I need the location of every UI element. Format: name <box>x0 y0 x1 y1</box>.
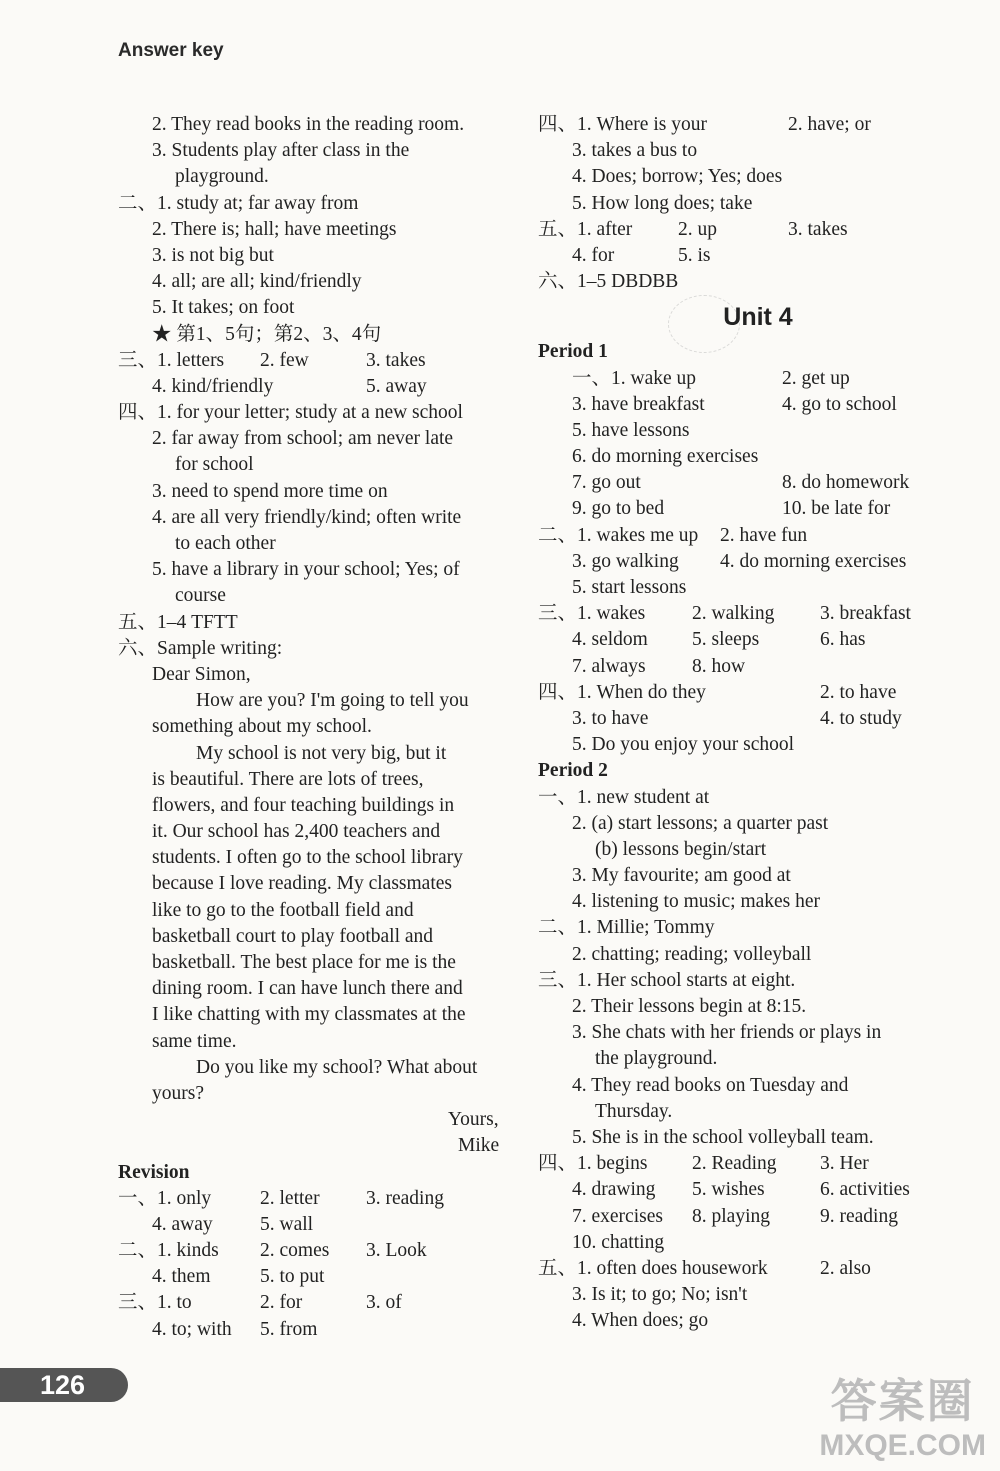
answer-text: 3. is not big but <box>152 244 274 266</box>
answer-text: Period 1 <box>538 341 608 363</box>
left-answer-line <box>118 688 518 714</box>
left-answer-line <box>118 1238 518 1264</box>
answer-text: 2. Reading <box>692 1153 777 1175</box>
left-answer-line <box>118 583 518 609</box>
left-answer-line <box>118 164 518 190</box>
right-answer-line <box>538 915 938 941</box>
answer-text: 5. have lessons <box>572 419 690 441</box>
answer-text: basketball. The best place for me is the <box>152 952 456 973</box>
answer-text: Mike <box>458 1135 500 1157</box>
left-answer-line <box>118 426 518 452</box>
left-answer-line <box>118 871 518 897</box>
left-answer-line <box>118 295 518 321</box>
answer-text: yours? <box>152 1082 204 1104</box>
answer-text: 2. Their lessons begin at 8:15. <box>572 996 807 1017</box>
answer-text: because I love reading. My classmates <box>152 873 452 895</box>
right-answer-line <box>538 1046 938 1072</box>
answer-text: Dear Simon, <box>152 663 251 685</box>
answer-text: 三、1. letters <box>118 349 225 371</box>
answer-text: 4. When does; go <box>572 1310 709 1332</box>
answer-text: 2. also <box>820 1257 871 1279</box>
left-answer-line <box>118 191 518 217</box>
answer-text: 二、1. kinds <box>118 1240 219 1262</box>
answer-text: 3. have breakfast <box>572 393 705 415</box>
right-answer-line <box>538 1151 938 1177</box>
section-heading <box>538 339 938 365</box>
answer-text: 4. all; are all; kind/friendly <box>152 271 362 293</box>
answer-text: 2. (a) start lessons; a quarter past <box>572 812 829 834</box>
right-answer-line <box>538 994 938 1020</box>
left-answer-line <box>118 1290 518 1316</box>
left-answer-line <box>118 1264 518 1290</box>
answer-text: I like chatting with my classmates at the <box>152 1004 466 1026</box>
answer-text: 3. Students play after class in the <box>152 140 410 162</box>
answer-text: 4. them <box>152 1266 211 1288</box>
right-answer-line <box>538 889 938 915</box>
right-answer-line <box>538 680 938 706</box>
left-answer-line <box>118 1055 518 1081</box>
answer-text: 4. listening to music; makes her <box>572 891 821 913</box>
left-answer-line <box>118 1212 518 1238</box>
answer-text: 3. need to spend more time on <box>152 480 388 502</box>
answer-text: 5. Do you enjoy your school <box>572 734 795 756</box>
left-answer-line <box>118 243 518 269</box>
answer-text: 三、1. wakes <box>538 603 646 625</box>
right-answer-line <box>538 1282 938 1308</box>
right-answer-line <box>538 654 938 680</box>
left-answer-line <box>118 1002 518 1028</box>
answer-text: 3. She chats with her friends or plays in <box>572 1022 882 1044</box>
right-answer-line <box>538 269 938 295</box>
left-answer-line <box>118 741 518 767</box>
answer-text: 10. chatting <box>572 1231 665 1253</box>
answer-text: How are you? I'm going to tell you <box>196 690 469 712</box>
left-answer-line <box>118 217 518 243</box>
answer-text: Thursday. <box>595 1100 673 1122</box>
section-heading <box>118 1160 518 1186</box>
right-answer-line <box>538 1125 938 1151</box>
left-answer-line <box>118 845 518 871</box>
answer-text: 7. go out <box>572 472 641 494</box>
left-answer-line <box>118 767 518 793</box>
answer-text: 3. breakfast <box>820 603 911 625</box>
answer-text: something about my school. <box>152 716 372 738</box>
answer-text: is beautiful. There are lots of trees, <box>152 768 424 790</box>
answer-text: 5. How long does; take <box>572 192 753 214</box>
answer-text: 二、1. Millie; Tommy <box>538 917 715 939</box>
left-answer-line <box>118 924 518 950</box>
right-answer-line <box>538 549 938 575</box>
left-answer-line <box>118 976 518 1002</box>
right-answer-line <box>538 1256 938 1282</box>
answer-text: 3. go walking <box>572 550 679 572</box>
answer-text: 2. chatting; reading; volleyball <box>572 943 812 965</box>
answer-text: 5. from <box>260 1318 318 1340</box>
left-answer-line <box>118 112 518 138</box>
answer-text: 2. up <box>678 218 717 240</box>
left-answer-line <box>118 269 518 295</box>
answer-text: 2. have; or <box>788 114 871 135</box>
answer-text: 六、1–5 DBDBB <box>538 271 679 293</box>
answer-text: Revision <box>118 1161 190 1183</box>
answer-text: 5. wishes <box>692 1179 765 1201</box>
answer-text: 8. do homework <box>782 472 910 494</box>
right-answer-line <box>538 1099 938 1125</box>
answer-text: flowers, and four teaching buildings in <box>152 794 455 816</box>
answer-text: 3. of <box>366 1292 402 1314</box>
answer-text: students. I often go to the school library <box>152 847 463 869</box>
page-header-title: Answer key <box>118 40 224 61</box>
answer-text: 3. Her <box>820 1153 869 1175</box>
answer-text: 5. is <box>678 244 711 266</box>
answer-text: Period 2 <box>538 760 608 782</box>
left-answer-line <box>118 1081 518 1107</box>
left-answer-line <box>118 452 518 478</box>
answer-text: 五、1. after <box>538 218 633 240</box>
answer-text: 9. reading <box>820 1205 898 1227</box>
answer-text: 6. activities <box>820 1179 910 1201</box>
answer-text: for school <box>175 454 254 476</box>
answer-text: same time. <box>152 1030 237 1052</box>
right-answer-line <box>538 785 938 811</box>
answer-text: 2. far away from school; am never late <box>152 428 454 450</box>
left-answer-line <box>118 793 518 819</box>
left-answer-line <box>118 1107 518 1133</box>
page-number: 126 <box>0 1368 128 1402</box>
answer-text: 8. how <box>692 655 746 677</box>
answer-text: 4. to; with <box>152 1318 232 1340</box>
right-answer-line <box>538 863 938 889</box>
answer-text: 5. She is in the school volleyball team. <box>572 1126 874 1148</box>
left-column <box>118 112 518 1343</box>
answer-text: 9. go to bed <box>572 498 665 520</box>
right-answer-line <box>538 942 938 968</box>
watermark-logo <box>819 1365 986 1461</box>
left-answer-line <box>118 1317 518 1343</box>
right-answer-line <box>538 575 938 601</box>
answer-text: 5. It takes; on foot <box>152 297 295 319</box>
right-answer-line <box>538 444 938 470</box>
answer-text: 3. to have <box>572 707 649 729</box>
answer-text: 6. do morning exercises <box>572 446 759 468</box>
left-answer-line <box>118 662 518 688</box>
right-answer-line <box>538 392 938 418</box>
answer-text: like to go to the football field and <box>152 899 414 921</box>
answer-text: the playground. <box>595 1048 718 1070</box>
answer-text: 3. takes a bus to <box>572 140 698 162</box>
answer-text: 2. comes <box>260 1240 330 1262</box>
answer-text: 7. exercises <box>572 1205 663 1227</box>
unit-heading <box>538 295 938 339</box>
answer-text: 一、1. wake up <box>572 367 697 389</box>
answer-text: 4. away <box>152 1213 213 1235</box>
answer-text: 4. kind/friendly <box>152 375 274 397</box>
left-answer-line <box>118 505 518 531</box>
right-answer-line <box>538 191 938 217</box>
answer-text: 六、Sample writing: <box>118 637 283 659</box>
right-answer-line <box>538 112 938 138</box>
answer-text: 8. playing <box>692 1205 770 1227</box>
left-answer-line <box>118 557 518 583</box>
right-answer-line <box>538 732 938 758</box>
answer-text: 3. My favourite; am good at <box>572 865 791 887</box>
right-answer-line <box>538 968 938 994</box>
answer-text: 2. few <box>260 349 309 371</box>
answer-text: Do you like my school? What about <box>196 1056 478 1078</box>
answer-text: 二、1. study at; far away from <box>118 192 359 214</box>
answer-text: 5. start lessons <box>572 577 687 598</box>
right-answer-line <box>538 138 938 164</box>
left-answer-line <box>118 898 518 924</box>
answer-text: basketball court to play football and <box>152 925 434 947</box>
answer-text: 三、1. Her school starts at eight. <box>538 969 796 991</box>
answer-text: 4. go to school <box>782 393 897 415</box>
answer-text: ★ 第1、5句；第2、3、4句 <box>152 323 382 345</box>
answer-text: 5. wall <box>260 1213 314 1235</box>
answer-text: 2. have fun <box>720 524 808 546</box>
answer-text: 2. letter <box>260 1187 320 1209</box>
answer-text: 四、1. When do they <box>538 681 706 703</box>
left-answer-line <box>118 950 518 976</box>
right-answer-line <box>538 1308 938 1334</box>
answer-text: dining room. I can have lunch there and <box>152 978 463 1000</box>
left-answer-line <box>118 348 518 374</box>
answer-text: 4. seldom <box>572 629 648 651</box>
answer-text: My school is not very big, but it <box>196 742 447 764</box>
right-answer-line <box>538 1204 938 1230</box>
answer-text: 5. have a library in your school; Yes; of <box>152 559 460 581</box>
answer-text: 5. away <box>366 375 427 397</box>
answer-text: 四、1. begins <box>538 1153 648 1175</box>
left-answer-line <box>118 531 518 557</box>
left-answer-line <box>118 400 518 426</box>
left-answer-line <box>118 1186 518 1212</box>
right-answer-line <box>538 1177 938 1203</box>
answer-text: 10. be late for <box>782 498 891 520</box>
answer-text: 2. for <box>260 1292 303 1314</box>
answer-text: 3. takes <box>366 349 426 371</box>
answer-text: 4. for <box>572 244 615 266</box>
watermark-en: MXQE.COM <box>819 1429 986 1462</box>
answer-text: 6. has <box>820 629 866 651</box>
left-answer-line <box>118 322 518 348</box>
right-answer-line <box>538 217 938 243</box>
answer-text: 4. Does; borrow; Yes; does <box>572 166 783 188</box>
answer-text: Yours, <box>448 1109 499 1131</box>
right-answer-line <box>538 837 938 863</box>
answer-text: 三、1. to <box>118 1292 192 1314</box>
answer-text: Unit 4 <box>723 303 793 332</box>
answer-text: 5. sleeps <box>692 629 760 651</box>
left-answer-line <box>118 714 518 740</box>
left-answer-line <box>118 1029 518 1055</box>
left-answer-line <box>118 636 518 662</box>
left-answer-line <box>118 138 518 164</box>
answer-text: 4. are all very friendly/kind; often write <box>152 506 462 528</box>
left-answer-line <box>118 610 518 636</box>
answer-text: 2. They read books in the reading room. <box>152 114 465 135</box>
answer-text: 3. reading <box>366 1187 444 1209</box>
answer-text: 7. always <box>572 655 646 677</box>
answer-text: 4. to study <box>820 707 902 729</box>
answer-text: 一、1. new student at <box>538 786 710 808</box>
right-answer-line <box>538 470 938 496</box>
right-answer-line <box>538 1230 938 1256</box>
answer-text: 四、1. for your letter; study at a new school <box>118 402 463 424</box>
answer-text: 3. takes <box>788 218 848 240</box>
answer-text: to each other <box>175 533 276 554</box>
answer-text: 二、1. wakes me up <box>538 524 699 546</box>
section-heading <box>538 758 938 784</box>
answer-text: 4. do morning exercises <box>720 550 907 572</box>
left-answer-line <box>118 1133 518 1159</box>
answer-text: 4. drawing <box>572 1179 656 1201</box>
answer-text: 四、1. Where is your <box>538 114 707 135</box>
answer-text: 2. walking <box>692 603 775 625</box>
answer-text: 5. to put <box>260 1266 325 1288</box>
answer-text: (b) lessons begin/start <box>595 838 767 860</box>
right-answer-line <box>538 366 938 392</box>
right-answer-line <box>538 523 938 549</box>
right-answer-line <box>538 601 938 627</box>
answer-text: 一、1. only <box>118 1187 212 1209</box>
right-answer-line <box>538 418 938 444</box>
answer-text: 2. There is; hall; have meetings <box>152 218 397 240</box>
answer-text: 2. to have <box>820 681 897 703</box>
right-answer-line <box>538 811 938 837</box>
right-answer-line <box>538 164 938 190</box>
watermark-cn: 答案圈 <box>830 1375 975 1427</box>
answer-text: playground. <box>175 166 269 188</box>
answer-text: it. Our school has 2,400 teachers and <box>152 821 441 843</box>
right-answer-line <box>538 243 938 269</box>
right-column <box>538 112 938 1334</box>
left-answer-line <box>118 479 518 505</box>
answer-text: course <box>175 585 226 607</box>
answer-text: 2. get up <box>782 367 850 389</box>
right-answer-line <box>538 1020 938 1046</box>
answer-text: 4. They read books on Tuesday and <box>572 1074 849 1096</box>
right-answer-line <box>538 627 938 653</box>
right-answer-line <box>538 706 938 732</box>
left-answer-line <box>118 374 518 400</box>
left-answer-line <box>118 819 518 845</box>
right-answer-line <box>538 496 938 522</box>
answer-text: 五、1. often does housework <box>538 1257 768 1279</box>
answer-text: 3. Look <box>366 1240 427 1262</box>
right-answer-line <box>538 1073 938 1099</box>
answer-text: 3. Is it; to go; No; isn't <box>572 1284 748 1306</box>
answer-text: 五、1–4 TFTT <box>118 611 238 633</box>
